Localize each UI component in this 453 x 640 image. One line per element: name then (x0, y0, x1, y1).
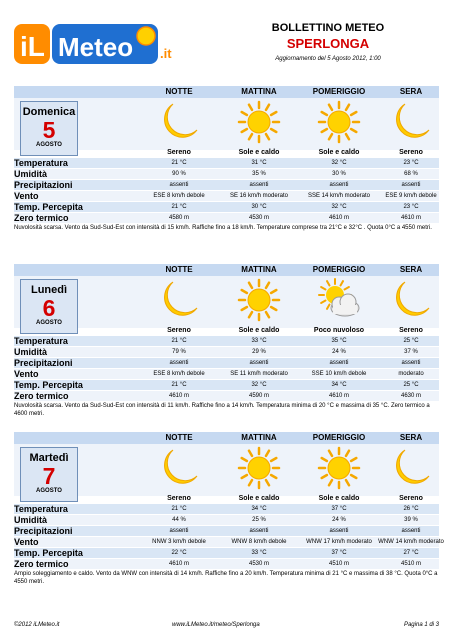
column-header-1: MATTINA (241, 265, 277, 274)
data-cell: 37 °C (331, 550, 347, 556)
column-header-1: MATTINA (241, 433, 277, 442)
data-cell: 29 % (252, 349, 266, 355)
logo-il: iL (20, 31, 45, 62)
condition-label: Sereno (167, 495, 191, 502)
row-label: Precipitazioni (14, 180, 73, 190)
month: AGOSTO (36, 142, 62, 148)
data-cell: 22 °C (171, 550, 187, 556)
data-cell: NNW 3 km/h debole (152, 539, 206, 545)
data-cell: 39 % (404, 517, 418, 523)
data-cell: 32 °C (251, 382, 267, 388)
condition-label: Sereno (167, 327, 191, 334)
data-cell: 25 % (252, 517, 266, 523)
moon-icon (157, 278, 201, 322)
row-label: Umidità (14, 169, 48, 179)
data-cell: 90 % (172, 171, 186, 177)
condition-label: Sole e caldo (318, 149, 360, 156)
row-label: Zero termico (14, 559, 69, 569)
sun-icon (317, 100, 361, 144)
data-cell: 33 °C (251, 338, 267, 344)
data-row (14, 369, 439, 380)
data-row (14, 336, 439, 347)
moon-icon (389, 446, 433, 490)
row-label: Zero termico (14, 213, 69, 223)
data-row (14, 202, 439, 213)
row-label: Zero termico (14, 391, 69, 401)
data-cell: 32 °C (331, 160, 347, 166)
data-cell: 4610 m (168, 393, 189, 399)
data-cell: 24 % (332, 517, 346, 523)
data-cell: 37 °C (331, 506, 347, 512)
day-block (14, 264, 439, 434)
data-cell: 35 % (252, 171, 266, 177)
column-header-3: SERA (399, 265, 423, 274)
condition-label: Sole e caldo (238, 149, 280, 156)
data-cell: 34 °C (251, 506, 267, 512)
data-cell: 4590 m (248, 393, 269, 399)
data-cell: SSE 14 km/h moderato (307, 193, 371, 199)
day-block (14, 432, 444, 602)
condition-label: Poco nuvoloso (313, 327, 365, 334)
sun-icon (237, 100, 281, 144)
data-cell: 26 °C (403, 506, 419, 512)
data-row (14, 548, 439, 559)
condition-label: Sole e caldo (238, 327, 280, 334)
data-cell: 33 °C (251, 550, 267, 556)
data-cell: 79 % (172, 349, 186, 355)
data-cell: assenti (401, 528, 421, 534)
day-number: 6 (42, 295, 56, 321)
data-cell: ESE 9 km/h debole (385, 193, 437, 199)
page-footer (14, 622, 439, 632)
column-header-2: POMERIGGIO (312, 265, 366, 274)
condition-label: Sereno (399, 327, 423, 334)
day-summary: Nuvolosità scarsa. Vento da Sud-Sud-Est con intensità di 11 km/h. Raffiche fino a 14 km/h. Temperatura minima di 20 °C e massima di 35 °C. Zero termico a 4600 metri. (14, 403, 430, 417)
data-cell: 27 °C (403, 550, 419, 556)
column-header-0: NOTTE (165, 87, 193, 96)
row-label: Temp. Percepita (14, 202, 83, 212)
data-cell: 21 °C (171, 506, 187, 512)
partly-cloudy-icon (317, 278, 361, 322)
data-cell: 23 °C (403, 160, 419, 166)
row-label: Temp. Percepita (14, 548, 83, 558)
row-label: Precipitazioni (14, 358, 73, 368)
footer-copyright: ©2012 iLMeteo.it (14, 622, 60, 628)
condition-label: Sole e caldo (238, 495, 280, 502)
date-box (20, 447, 78, 502)
data-row (14, 504, 439, 515)
day-block (14, 86, 439, 256)
data-cell: 25 °C (403, 338, 419, 344)
data-cell: assenti (249, 182, 269, 188)
day-summary: Ampio soleggiamento e caldo. Vento da WNW con intensità di 14 km/h. Raffiche fino a 20 km/h. Temperatura minima di 21 °C e massima di 38 °C. Quota 0°C a 4550 metri. (14, 571, 438, 585)
column-header-2: POMERIGGIO (312, 87, 366, 96)
data-row (14, 515, 439, 526)
condition-label: Sereno (399, 495, 423, 502)
logo-domain: .it (160, 46, 172, 61)
column-header-3: SERA (399, 87, 423, 96)
data-row (14, 559, 439, 570)
data-cell: 4580 m (168, 215, 189, 221)
sun-icon (317, 446, 361, 490)
day-of-week: Domenica (22, 106, 76, 118)
data-cell: SSE 10 km/h debole (311, 371, 367, 377)
data-cell: 31 °C (251, 160, 267, 166)
data-cell: 4510 m (400, 561, 421, 567)
data-cell: assenti (169, 360, 189, 366)
row-label: Temperatura (14, 158, 68, 168)
data-cell: assenti (401, 360, 421, 366)
data-cell: 44 % (172, 517, 186, 523)
row-label: Vento (14, 191, 39, 201)
row-label: Umidità (14, 515, 48, 525)
data-cell: ESE 8 km/h debole (153, 193, 205, 199)
data-row (14, 180, 439, 191)
data-cell: assenti (329, 528, 349, 534)
data-row (14, 213, 439, 224)
data-cell: 32 °C (331, 204, 347, 210)
moon-icon (157, 100, 201, 144)
column-header-0: NOTTE (165, 265, 193, 274)
city-name: SPERLONGA (286, 36, 370, 51)
column-header-2: POMERIGGIO (312, 433, 366, 442)
data-cell: assenti (329, 360, 349, 366)
sun-icon (237, 278, 281, 322)
data-cell: 4510 m (328, 561, 349, 567)
data-cell: assenti (329, 182, 349, 188)
data-cell: 30 % (332, 171, 346, 177)
data-cell: WNW 8 km/h debole (231, 539, 287, 545)
data-row (14, 347, 439, 358)
data-row (14, 391, 439, 402)
row-label: Umidità (14, 347, 48, 357)
data-cell: assenti (249, 360, 269, 366)
day-number: 7 (42, 463, 56, 489)
data-cell: ESE 8 km/h debole (153, 371, 205, 377)
condition-label: Sereno (167, 149, 191, 156)
data-cell: moderato (398, 371, 424, 377)
data-cell: 4610 m (328, 215, 349, 221)
column-header-0: NOTTE (165, 433, 193, 442)
row-label: Temperatura (14, 504, 68, 514)
data-row (14, 380, 439, 391)
data-cell: 23 °C (403, 204, 419, 210)
moon-icon (389, 278, 433, 322)
day-summary: Nuvolosità scarsa. Vento da Sud-Sud-Est con intensità di 15 km/h. Raffiche fino a 18 km/h. Temperature comprese tra 21°C e 32°C . Quota 0°C a 4550 metri. (14, 225, 432, 231)
data-cell: assenti (169, 182, 189, 188)
moon-icon (389, 100, 433, 144)
day-number: 5 (42, 117, 56, 143)
data-row (14, 358, 439, 369)
footer-url[interactable]: www.iLMeteo.it/meteo/Sperlonga (172, 622, 260, 628)
ilmeteo-logo (14, 20, 189, 68)
data-cell: 4610 m (328, 393, 349, 399)
month: AGOSTO (36, 320, 62, 326)
page-header (0, 0, 453, 86)
row-label: Vento (14, 369, 39, 379)
row-label: Precipitazioni (14, 526, 73, 536)
logo-meteo: Meteo (58, 32, 134, 62)
condition-label: Sole e caldo (318, 495, 360, 502)
data-cell: 25 °C (403, 382, 419, 388)
data-cell: WNW 17 km/h moderato (306, 539, 372, 545)
date-box (20, 101, 78, 156)
footer-page-number: Pagina 1 di 3 (403, 622, 439, 628)
condition-label: Sereno (399, 149, 423, 156)
data-cell: 68 % (404, 171, 418, 177)
column-header-3: SERA (399, 433, 423, 442)
data-cell: SE 11 km/h moderato (230, 371, 288, 377)
bulletin-title: BOLLETTINO METEO (271, 22, 385, 34)
data-cell: SE 16 km/h moderato (229, 193, 289, 199)
logo-sun-icon (137, 27, 155, 45)
day-of-week: Martedì (29, 452, 69, 464)
data-cell: 4610 m (168, 561, 189, 567)
month: AGOSTO (36, 488, 62, 494)
row-label: Temp. Percepita (14, 380, 83, 390)
data-cell: assenti (401, 182, 421, 188)
data-cell: 4630 m (400, 393, 421, 399)
data-cell: 21 °C (171, 382, 187, 388)
data-row (14, 158, 439, 169)
data-row (14, 169, 439, 180)
data-row (14, 526, 439, 537)
update-time: Aggiornamento del 5 Agosto 2012, 1:00 (275, 56, 381, 62)
data-cell: 21 °C (171, 338, 187, 344)
day-of-week: Lunedì (30, 284, 68, 296)
data-row (14, 191, 439, 202)
row-label: Vento (14, 537, 39, 547)
row-label: Temperatura (14, 336, 68, 346)
data-cell: 30 °C (251, 204, 267, 210)
sun-icon (237, 446, 281, 490)
column-header-1: MATTINA (241, 87, 277, 96)
data-cell: 35 °C (331, 338, 347, 344)
data-cell: 4610 m (400, 215, 421, 221)
data-cell: 34 °C (331, 382, 347, 388)
date-box (20, 279, 78, 334)
data-cell: 4530 m (248, 215, 269, 221)
data-cell: assenti (169, 528, 189, 534)
data-cell: WNW 14 km/h moderato (378, 539, 444, 545)
moon-icon (157, 446, 201, 490)
data-cell: 37 % (404, 349, 418, 355)
data-cell: 21 °C (171, 160, 187, 166)
data-cell: 21 °C (171, 204, 187, 210)
data-cell: 24 % (332, 349, 346, 355)
data-cell: 4530 m (248, 561, 269, 567)
data-row (14, 537, 444, 548)
data-cell: assenti (249, 528, 269, 534)
